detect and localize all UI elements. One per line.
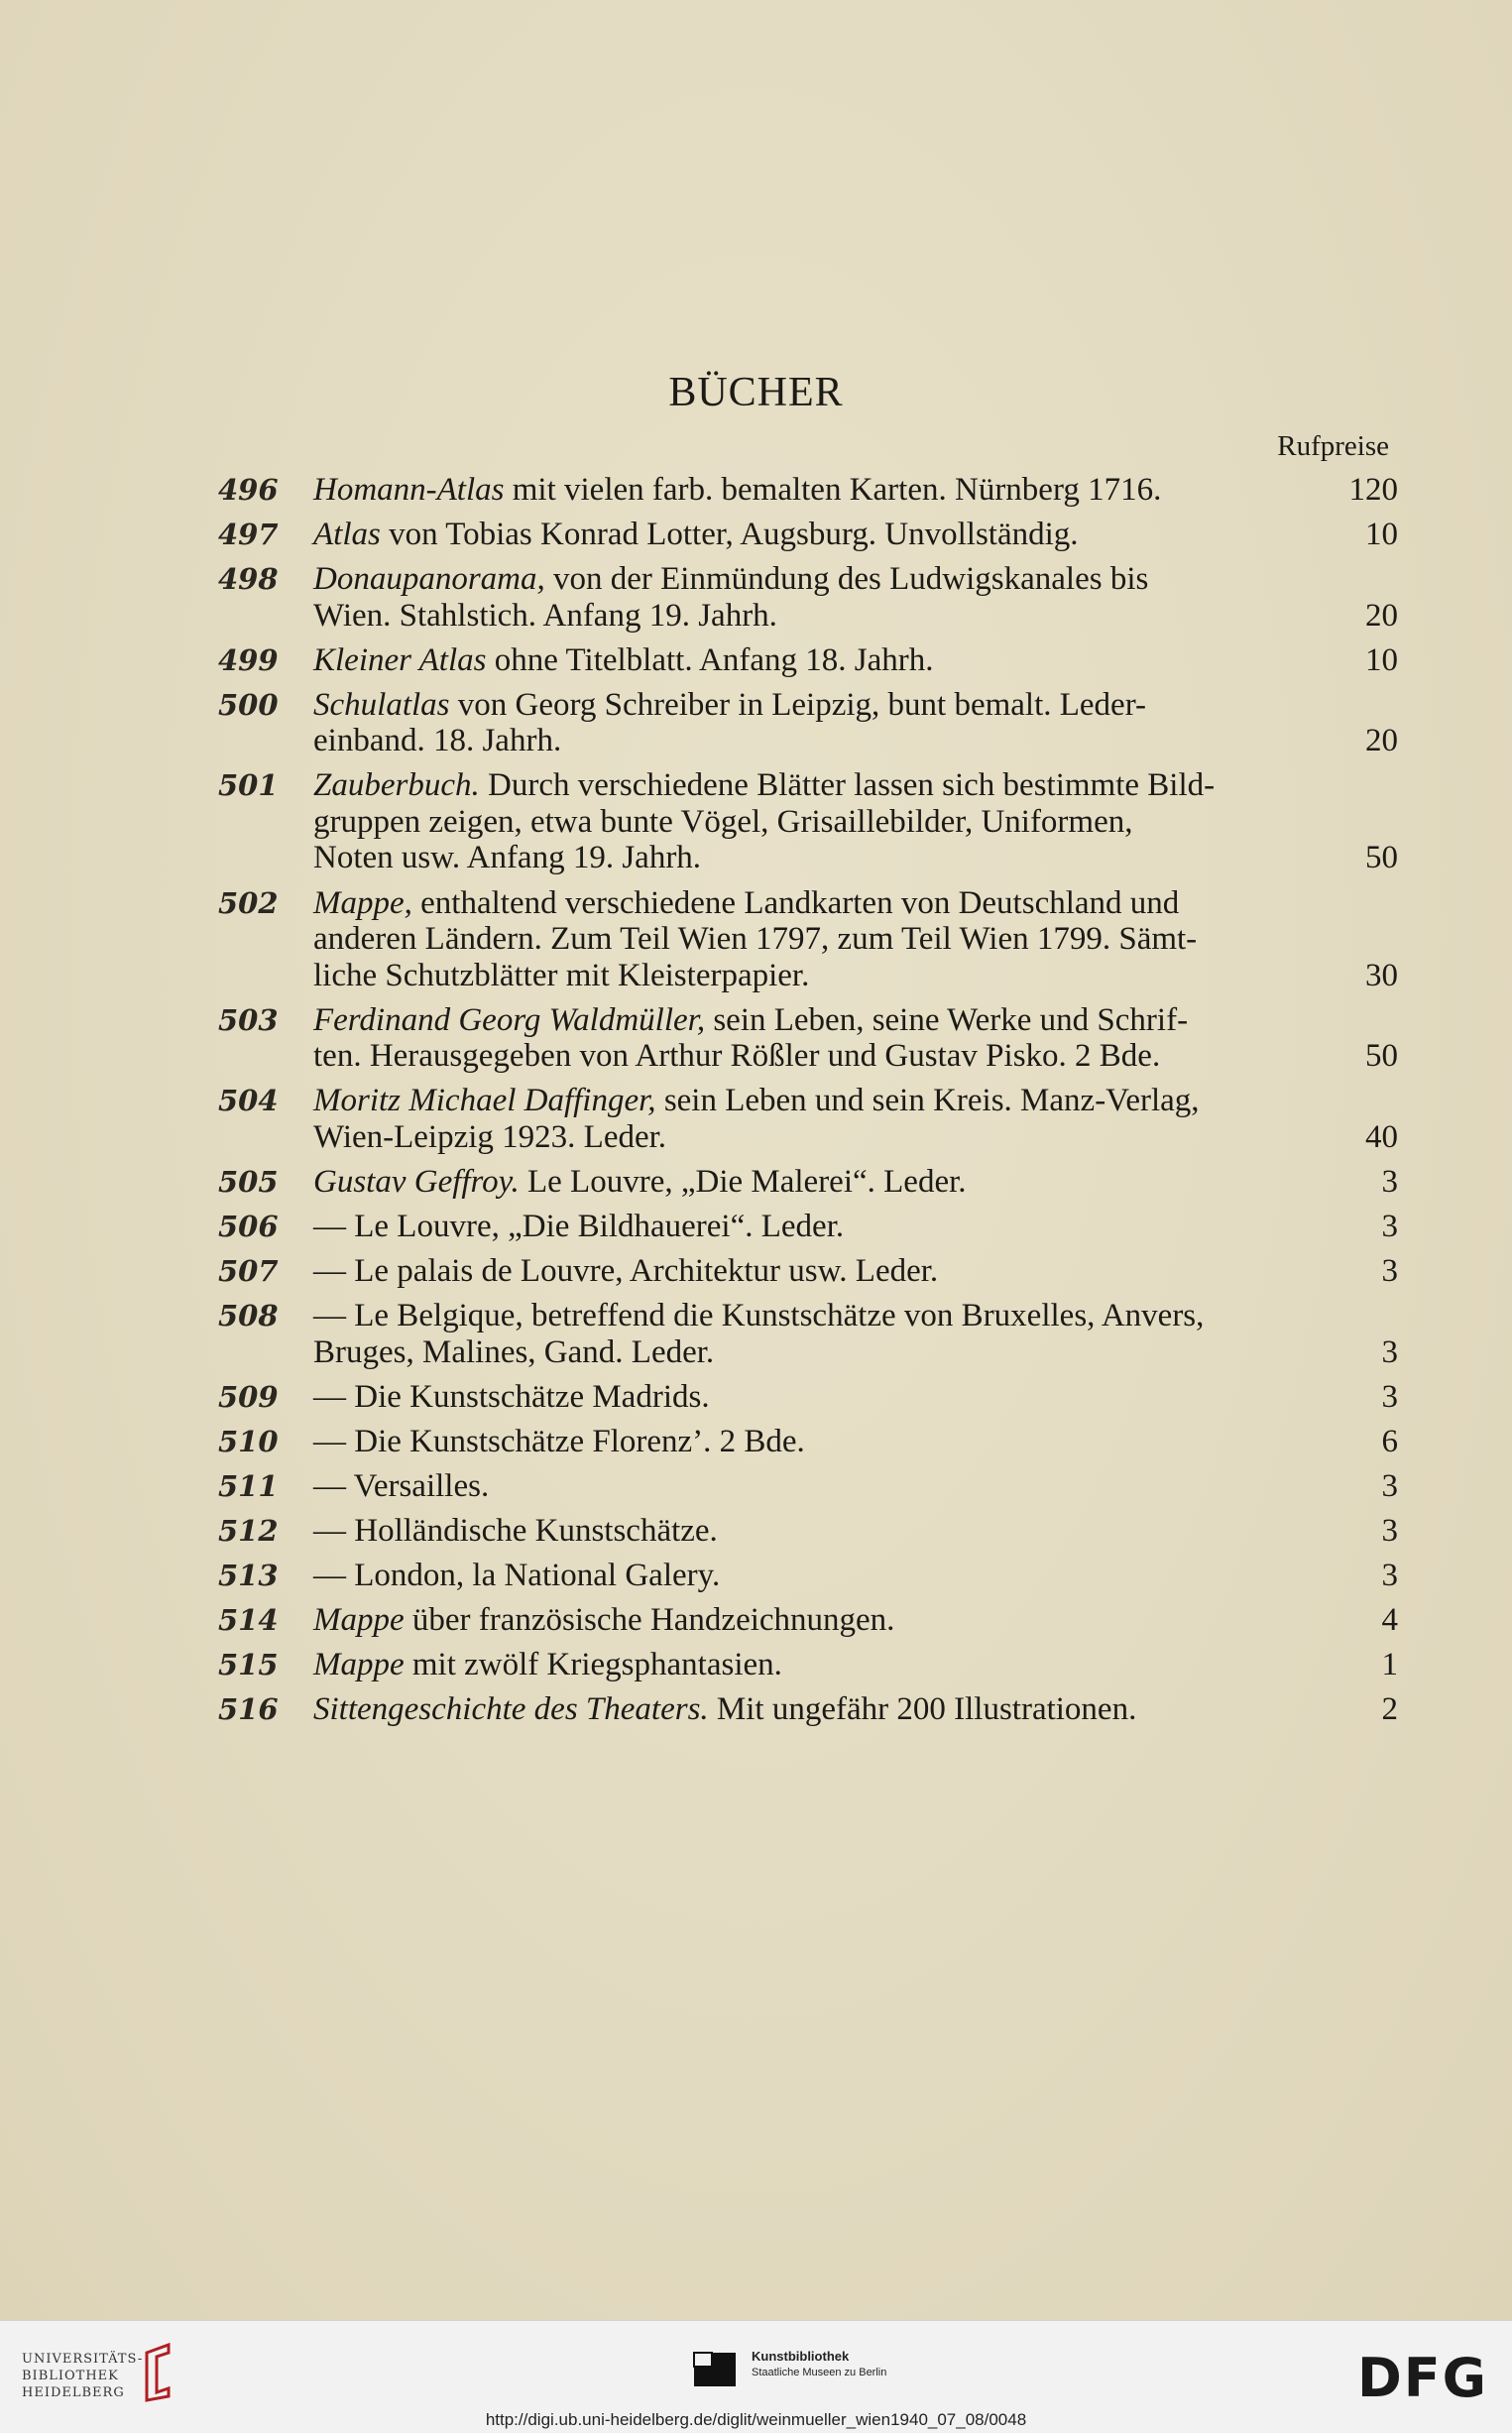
entry-text: — Versailles.	[313, 1467, 490, 1504]
entry-price: 3	[1381, 1208, 1398, 1244]
entry-price: 2	[1381, 1691, 1398, 1728]
kunstbibliothek-logo[interactable]	[692, 2345, 989, 2394]
entry-line	[313, 561, 1398, 598]
catalog-entry	[218, 687, 1398, 759]
entry-line	[313, 1083, 1398, 1119]
entry-price: 120	[1348, 472, 1398, 508]
entry-description	[313, 767, 1215, 804]
catalog-entry	[218, 1002, 1398, 1075]
entry-line	[313, 1379, 1398, 1416]
ub-heidelberg-logo[interactable]	[22, 2351, 143, 2401]
entry-price: 20	[1365, 597, 1398, 634]
entry-italic-title: Schulatlas	[313, 686, 450, 723]
entry-italic-title: Mappe,	[313, 884, 412, 921]
entry-description	[313, 1209, 844, 1245]
entry-text: sein Leben und sein Kreis. Manz-Verlag,	[655, 1083, 1200, 1119]
entry-line	[313, 958, 1398, 994]
entry-text: ohne Titelblatt. Anfang 18. Jahrh.	[486, 641, 934, 678]
entry-text: über französische Handzeichnungen.	[404, 1602, 895, 1639]
catalog-entry	[218, 1558, 1398, 1594]
entry-number: 498	[218, 562, 279, 597]
catalog-entry	[218, 1513, 1398, 1550]
kunstbibliothek-title: Kunstbibliothek	[752, 2349, 850, 2364]
entry-number: 500	[218, 687, 279, 722]
entry-price: 3	[1381, 1163, 1398, 1200]
entry-number: 497	[218, 518, 279, 552]
entry-price: 20	[1365, 723, 1398, 759]
ub-logo-line: UNIVERSITÄTS-	[22, 2352, 144, 2367]
entry-description	[313, 1083, 1200, 1119]
page-heading: BÜCHER	[668, 370, 844, 415]
entry-italic-title: Kleiner Atlas	[313, 641, 487, 678]
catalog-entry	[218, 1298, 1398, 1370]
entry-line	[313, 1038, 1398, 1075]
entry-line	[313, 1513, 1398, 1550]
entry-text: von der Einmündung des Ludwigskanales bis	[544, 561, 1149, 598]
entry-price	[1358, 921, 1398, 958]
entry-description	[313, 1513, 718, 1550]
entry-number: 509	[218, 1379, 279, 1414]
catalog-entry	[218, 1647, 1398, 1683]
entry-price: 50	[1365, 840, 1398, 876]
entry-line	[313, 767, 1398, 804]
entry-description	[313, 1424, 805, 1460]
entry-description	[313, 723, 561, 759]
entry-price	[1358, 561, 1398, 598]
entry-text: — Holländische Kunstschätze.	[313, 1513, 718, 1549]
catalog-entry	[218, 561, 1398, 634]
entry-price: 3	[1381, 1513, 1398, 1549]
entry-number: 513	[218, 1559, 279, 1593]
entry-line	[313, 1253, 1398, 1290]
entry-line	[313, 804, 1398, 841]
entry-line	[313, 1602, 1398, 1639]
entry-italic-title: Atlas	[313, 517, 381, 553]
entry-text: Wien. Stahlstich. Anfang 19. Jahrh.	[313, 597, 777, 634]
entry-text: Mit ungefähr 200 Illustrationen.	[708, 1691, 1137, 1728]
entry-price	[1358, 1298, 1398, 1334]
entry-text: mit zwölf Kriegsphantasien.	[404, 1647, 782, 1683]
entry-description	[313, 921, 1197, 958]
footer-bar	[0, 2320, 1512, 2433]
catalog-entry	[218, 767, 1398, 876]
entry-number: 510	[218, 1424, 279, 1458]
entry-number: 516	[218, 1692, 279, 1727]
entry-text: gruppen zeigen, etwa bunte Vögel, Grisaillebilder, Uniformen,	[313, 803, 1133, 840]
entry-number: 508	[218, 1299, 279, 1333]
entry-line	[313, 723, 1398, 759]
entry-number: 499	[218, 642, 279, 677]
catalog-entry	[218, 642, 1398, 679]
price-column-header: Rufpreise	[1277, 430, 1389, 462]
entry-price: 30	[1365, 957, 1398, 993]
entry-number: 514	[218, 1603, 279, 1638]
entry-text: — Le Louvre, „Die Bildhauerei“. Leder.	[313, 1208, 845, 1244]
entry-text: enthaltend verschiedene Landkarten von Deutschland und	[411, 884, 1180, 921]
ub-emblem-icon	[139, 2343, 178, 2402]
catalog-entry	[218, 1083, 1398, 1155]
entry-italic-title: Moritz Michael Daffinger,	[313, 1083, 656, 1119]
kunstbibliothek-subtitle: Staatliche Museen zu Berlin	[752, 2367, 887, 2378]
entry-number: 515	[218, 1648, 279, 1682]
catalog-entry	[218, 885, 1398, 994]
entry-text: Wien-Leipzig 1923. Leder.	[313, 1118, 667, 1155]
catalog-entry	[218, 472, 1398, 509]
entry-line	[313, 687, 1398, 724]
entry-italic-title: Gustav Geffroy.	[313, 1163, 520, 1200]
entry-text: anderen Ländern. Zum Teil Wien 1797, zum Teil Wien 1799. Sämt-	[313, 921, 1198, 958]
entry-line	[313, 1298, 1398, 1334]
entry-description	[313, 561, 1148, 598]
catalog-entry	[218, 1209, 1398, 1245]
entry-description	[313, 1602, 894, 1639]
entry-number: 504	[218, 1084, 279, 1118]
entry-line	[313, 1647, 1398, 1683]
catalog-entry	[218, 1379, 1398, 1416]
entry-line	[313, 1558, 1398, 1594]
entry-line	[313, 1209, 1398, 1245]
entry-line	[313, 1691, 1398, 1728]
entry-number: 496	[218, 473, 279, 507]
entry-price: 50	[1365, 1038, 1398, 1075]
entry-line	[313, 1424, 1398, 1460]
entry-description	[313, 1468, 489, 1505]
entry-price: 3	[1381, 1558, 1398, 1594]
entry-price	[1358, 1083, 1398, 1119]
entry-line	[313, 840, 1398, 876]
entry-description	[313, 1379, 710, 1416]
entry-description	[313, 1164, 967, 1201]
entry-text: Noten usw. Anfang 19. Jahrh.	[313, 840, 702, 876]
entry-number: 512	[218, 1514, 279, 1548]
ub-logo-line: HEIDELBERG	[22, 2385, 125, 2400]
kunstbibliothek-emblem-icon	[692, 2345, 740, 2392]
entry-number: 502	[218, 885, 279, 920]
entry-price: 1	[1381, 1647, 1398, 1683]
entry-text: Le Louvre, „Die Malerei“. Leder.	[519, 1163, 967, 1200]
entry-description	[313, 885, 1179, 922]
entry-description	[313, 840, 701, 876]
catalog-entry	[218, 1424, 1398, 1460]
entry-text: — Le Belgique, betreffend die Kunstschätze von Bruxelles, Anvers,	[313, 1298, 1205, 1334]
entry-price: 3	[1381, 1378, 1398, 1415]
entry-text: einband. 18. Jahrh.	[313, 723, 562, 759]
entry-description	[313, 1691, 1136, 1728]
entry-line	[313, 921, 1398, 958]
entry-italic-title: Donaupanorama,	[313, 561, 545, 598]
entry-line	[313, 472, 1398, 509]
entry-text: Bruges, Malines, Gand. Leder.	[313, 1333, 715, 1370]
catalog-entries	[218, 472, 1398, 1736]
entry-line	[313, 598, 1398, 635]
entry-italic-title: Ferdinand Georg Waldmüller,	[313, 1001, 706, 1038]
entry-line	[313, 885, 1398, 922]
entry-description	[313, 1119, 666, 1156]
entry-text: sein Leben, seine Werke und Schrif-	[705, 1001, 1189, 1038]
entry-description	[313, 1038, 1160, 1075]
entry-line	[313, 1468, 1398, 1505]
entry-description	[313, 1253, 938, 1290]
entry-line	[313, 642, 1398, 679]
entry-text: Durch verschiedene Blätter lassen sich bestimmte Bild-	[479, 767, 1216, 804]
ub-logo-line: BIBLIOTHEK	[22, 2369, 119, 2383]
entry-description	[313, 1298, 1204, 1334]
entry-description	[313, 642, 933, 679]
entry-price	[1358, 804, 1398, 841]
catalog-entry	[218, 1253, 1398, 1290]
entry-line	[313, 1119, 1398, 1156]
entry-italic-title: Mappe	[313, 1647, 405, 1683]
entry-italic-title: Homann-Atlas	[313, 472, 505, 508]
entry-description	[313, 687, 1146, 724]
entry-line	[313, 1164, 1398, 1201]
entry-text: — Die Kunstschätze Florenz’. 2 Bde.	[313, 1423, 805, 1459]
catalog-entry	[218, 1602, 1398, 1639]
entry-italic-title: Sittengeschichte des Theaters.	[313, 1691, 709, 1728]
entry-description	[313, 598, 777, 635]
entry-price: 40	[1365, 1118, 1398, 1155]
entry-number: 506	[218, 1209, 279, 1243]
entry-number: 511	[218, 1468, 279, 1503]
entry-text: — London, la National Galery.	[313, 1558, 721, 1594]
catalog-entry	[218, 1468, 1398, 1505]
catalog-entry	[218, 1691, 1398, 1728]
entry-text: mit vielen farb. bemalten Karten. Nürnberg 1716.	[504, 472, 1162, 508]
entry-price	[1358, 885, 1398, 922]
entry-line	[313, 517, 1398, 553]
entry-price	[1358, 1002, 1398, 1039]
entry-number: 501	[218, 768, 279, 803]
entry-description	[313, 1647, 782, 1683]
entry-text: ten. Herausgegeben von Arthur Rößler und Gustav Pisko. 2 Bde.	[313, 1038, 1161, 1075]
catalog-entry	[218, 1164, 1398, 1201]
dfg-logo[interactable]: DFG	[1356, 2347, 1488, 2409]
catalog-entry	[218, 517, 1398, 553]
entry-line	[313, 1334, 1398, 1371]
entry-price: 10	[1365, 641, 1398, 678]
entry-description	[313, 472, 1161, 509]
entry-number: 505	[218, 1164, 279, 1199]
entry-italic-title: Zauberbuch.	[313, 767, 480, 804]
entry-line	[313, 1002, 1398, 1039]
entry-price: 3	[1381, 1253, 1398, 1290]
entry-description	[313, 958, 809, 994]
entry-text: von Tobias Konrad Lotter, Augsburg. Unvollständig.	[380, 517, 1079, 553]
permalink-url[interactable]: http://digi.ub.uni-heidelberg.de/diglit/weinmueller_wien1940_07_08/0048	[485, 2410, 1027, 2429]
entry-price	[1358, 687, 1398, 724]
entry-description	[313, 1002, 1188, 1039]
entry-text: liche Schutzblätter mit Kleisterpapier.	[313, 957, 810, 993]
entry-price: 10	[1365, 517, 1398, 553]
entry-price: 6	[1381, 1423, 1398, 1459]
entry-text: von Georg Schreiber in Leipzig, bunt bemalt. Leder-	[449, 686, 1147, 723]
entry-italic-title: Mappe	[313, 1602, 405, 1639]
entry-price: 3	[1381, 1333, 1398, 1370]
entry-number: 503	[218, 1002, 279, 1037]
entry-description	[313, 517, 1079, 553]
entry-price	[1358, 767, 1398, 804]
entry-description	[313, 1558, 720, 1594]
entry-description	[313, 1334, 714, 1371]
entry-price: 4	[1381, 1602, 1398, 1639]
entry-description	[313, 804, 1132, 841]
entry-text: — Die Kunstschätze Madrids.	[313, 1378, 710, 1415]
entry-number: 507	[218, 1254, 279, 1289]
entry-text: — Le palais de Louvre, Architektur usw. Leder.	[313, 1253, 939, 1290]
entry-price: 3	[1381, 1467, 1398, 1504]
